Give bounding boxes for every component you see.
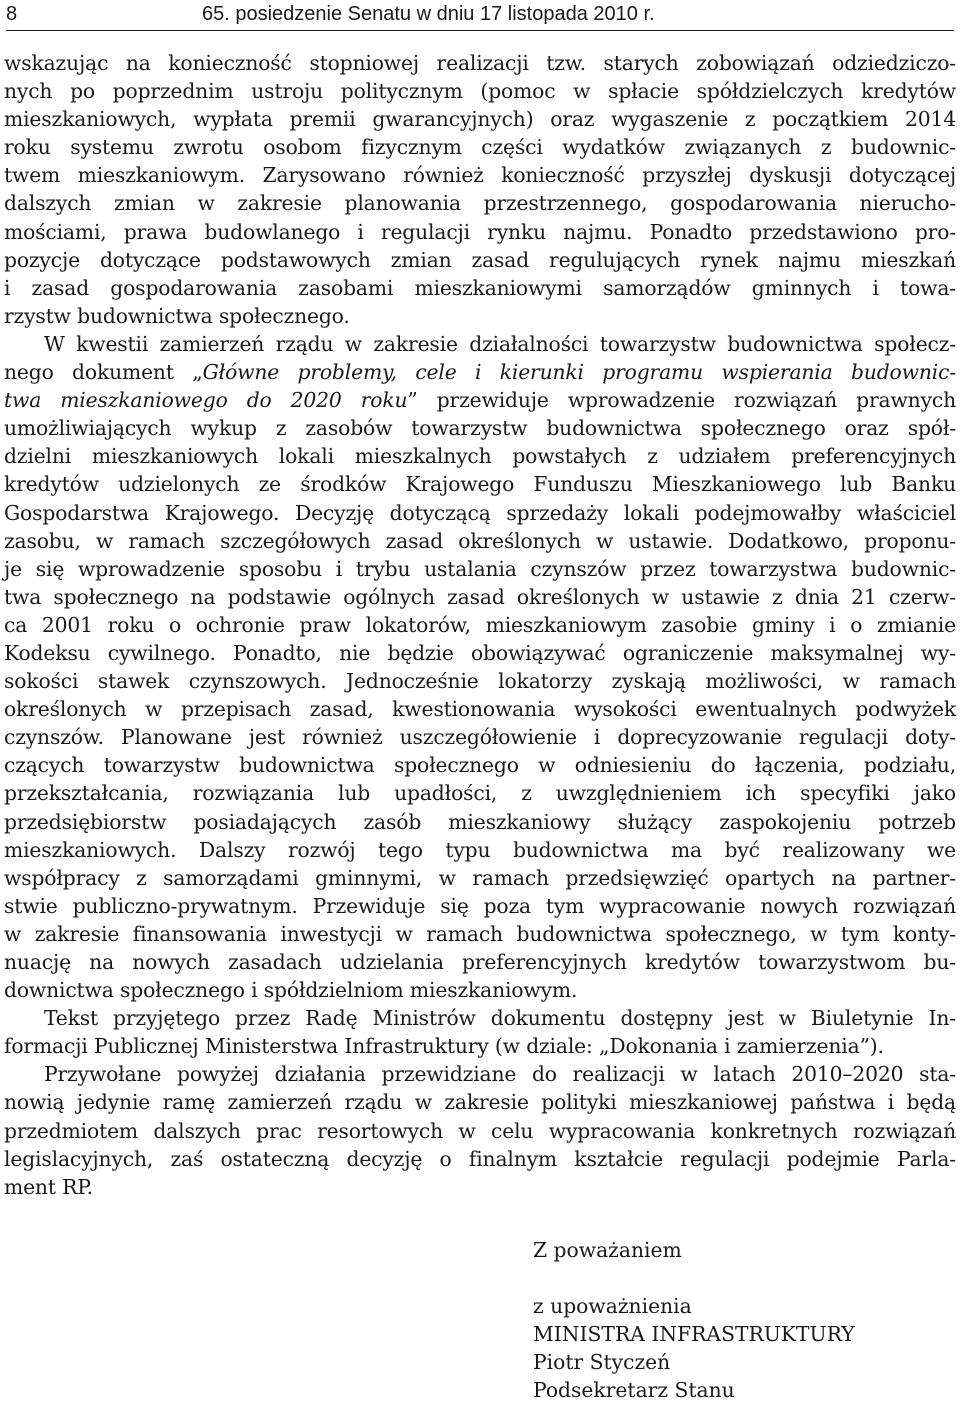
spacer [533, 1264, 855, 1292]
text-line: twa społecznego na podstawie ogólnych zasad określonych w ustawie z dnia 21 czerw- [4, 584, 956, 609]
text-line: określonych w przepisach zasad, kwestionowania wysokości ewentualnych podwyżek [4, 697, 956, 722]
text-line: rzystw budownictwa społecznego. [4, 303, 350, 328]
text-line: Tekst przyjętego przez Radę Ministrów dokumentu dostępny jest w Biuletynie In- [44, 1006, 956, 1031]
text-line: przedsiębiorstw posiadających zasób mieszkaniowy służący zaspokojeniu potrzeb [4, 809, 956, 834]
ministry-name: MINISTRA INFRASTRUKTURY [533, 1322, 855, 1347]
signature-block [533, 1236, 855, 1404]
text-line: kredytów udzielonych ze środków Krajowego Funduszu Mieszkaniowego lub Banku [4, 472, 956, 497]
text-line: umożliwiających wykup z zasobów towarzystw budownictwa społecznego oraz spół- [4, 416, 956, 441]
running-title: 65. posiedzenie Senatu w dniu 17 listopada 2010 r. [202, 3, 655, 25]
text-line: czących towarzystw budownictwa społecznego w odniesieniu do łączenia, podziału, [4, 753, 956, 778]
closing-phrase: Z poważaniem [533, 1238, 682, 1262]
text-line: roku systemu zwrotu osobom fizycznym części wydatków związanych z budownic- [4, 135, 956, 160]
page-header [6, 0, 954, 31]
document-title-italic: twa mieszkaniowego do 2020 roku [4, 388, 408, 413]
text-line: nowią jedynie ramę zamierzeń rządu w zakresie polityki mieszkaniowej państwa i będą [4, 1090, 956, 1115]
text-line: mieszkaniowych. Dalszy rozwój tego typu budownictwa ma być realizowany we [4, 837, 956, 862]
signatory-position: Podsekretarz Stanu [533, 1378, 735, 1403]
text-line: współpracy z samorządami gminnymi, w ramach przedsięwzięć opartych na partner- [4, 865, 956, 890]
text-line: sokości stawek czynszowych. Jednocześnie lokatorzy zyskają możliwości, w ramach [4, 669, 956, 694]
document-title-italic: Główne problemy, cele i kierunki programu wspierania budownic- [202, 360, 956, 385]
text-line: ca 2001 roku o ochronie praw lokatorów, mieszkaniowym zasobie gminy i o zmianie [4, 612, 956, 637]
text-line: wskazując na konieczność stopniowej realizacji tzw. starych zobowiązań odziedziczo- [4, 51, 956, 75]
text-line-mixed [4, 358, 956, 386]
text-segment: nego dokument „ [4, 360, 203, 385]
text-line: pozycje dotyczące podstawowych zmian zasad regulujących rynek najmu mieszkań [4, 247, 956, 272]
page-number: 8 [6, 3, 18, 25]
text-line: twem mieszkaniowym. Zarysowano również konieczność przyszłej dyskusji dotyczącej [4, 163, 956, 188]
text-line: legislacyjnych, zaś ostateczną decyzję o finalnym kształcie regulacji podejmie Parla- [4, 1146, 956, 1171]
text-line: je się wprowadzenie sposobu i trybu ustalania czynszów przez towarzystwa budownic- [4, 556, 956, 581]
text-line: stwie publiczno-prywatnym. Przewiduje się poza tym wypracowanie nowych rozwiązań [4, 893, 956, 918]
text-line: przedmiotem dalszych prac resortowych w celu wypracowania konkretnych rozwiązań [4, 1118, 956, 1143]
text-line: mościami, prawa budowlanego i regulacji rynku najmu. Ponadto przedstawiono pro- [4, 219, 956, 244]
text-line: ment RP. [4, 1174, 93, 1199]
text-line: formacji Publicznej Ministerstwa Infrastruktury (w dziale: „Dokonania i zamierzenia”). [4, 1034, 884, 1059]
text-line: nuację na nowych zasadach udzielania preferencyjnych kredytów towarzystwom bu- [4, 950, 956, 974]
text-line: dalszych zmian w zakresie planowania przestrzennego, gospodarowania nierucho- [4, 191, 956, 216]
text-line: Gospodarstwa Krajowego. Decyzję dotyczącą sprzedaży lokali podejmowałby właściciel [4, 500, 956, 525]
text-line: mieszkaniowych, wypłata premii gwarancyjnych) oraz wygaszenie z początkiem 2014 [4, 107, 956, 132]
text-line: Przywołane powyżej działania przewidziane do realizacji w latach 2010–2020 sta- [44, 1062, 956, 1087]
text-line: i zasad gospodarowania zasobami mieszkaniowymi samorządów gminnych i towa- [4, 275, 956, 300]
text-line: przekształcania, rozwiązania lub upadłości, z uwzględnieniem ich specyfiki jako [4, 781, 956, 806]
text-line: w zakresie finansowania inwestycji w ramach budownictwa społecznego, w tym konty- [4, 921, 956, 946]
text-line: czynszów. Planowane jest również uszczegółowienie i doprecyzowanie regulacji doty- [4, 725, 956, 750]
text-line: downictwa społecznego i spółdzielniom mieszkaniowym. [4, 978, 578, 1003]
authorization-line: z upoważnienia [533, 1294, 692, 1319]
text-line: Kodeksu cywilnego. Ponadto, nie będzie obowiązywać ograniczenie maksymalnej wy- [4, 640, 956, 665]
text-line-mixed [4, 386, 956, 414]
text-segment: ” przewiduje wprowadzenie rozwiązań prawnych [407, 388, 956, 413]
text-line: dzielni mieszkaniowych lokali mieszkalnych powstałych z udziałem preferencyjnych [4, 444, 956, 469]
text-line: W kwestii zamierzeń rządu w zakresie działalności towarzystw budownictwa społecz- [44, 331, 956, 356]
document-body [4, 49, 956, 1201]
text-line: zasobu, w ramach szczegółowych zasad określonych w ustawie. Dodatkowo, proponu- [4, 528, 956, 553]
signatory-name: Piotr Styczeń [533, 1350, 671, 1375]
text-line: nych po poprzednim ustroju politycznym (pomoc w spłacie spółdzielczych kredytów [4, 79, 956, 104]
